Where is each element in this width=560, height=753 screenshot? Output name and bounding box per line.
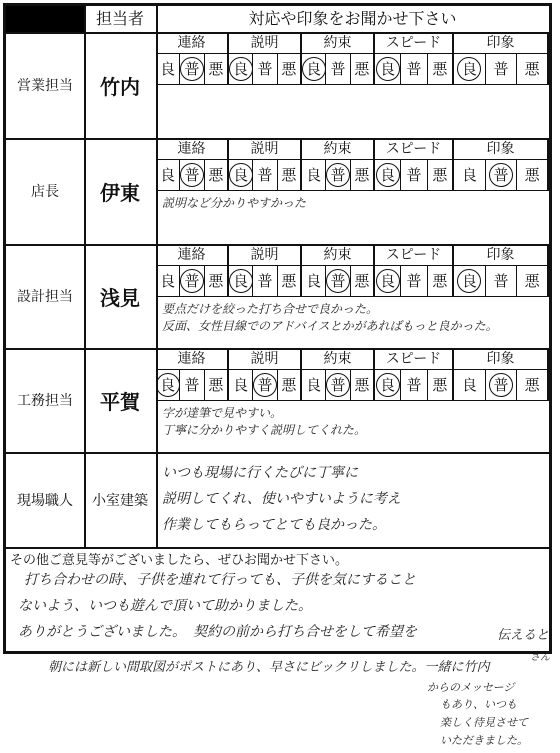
rating-option[interactable]: 良 [302, 370, 326, 400]
rating-grid [156, 244, 549, 297]
rating-option[interactable]: 良 [156, 370, 180, 400]
role-label: 営業担当 [6, 32, 86, 138]
category-label: 連絡 [156, 348, 229, 370]
rating-option[interactable]: 悪 [428, 370, 454, 400]
category-label: 約束 [302, 32, 375, 54]
rating-option[interactable]: 普 [253, 160, 277, 190]
other-line-1: 打ち合わせの時、子供を連れて行っても、子供を気にすること [24, 572, 416, 588]
other-line-6: もあり、いつも [440, 698, 517, 711]
comment-text: 説明など分かりやすかった [162, 196, 307, 210]
person-name: 浅見 [84, 244, 158, 348]
comment-text: いつも現場に行くたびに丁寧に 説明してくれ、使いやすいように考え 作業してもらってとても良かった。 [162, 465, 401, 533]
rating-option[interactable]: 普 [486, 266, 518, 296]
rating-option[interactable]: 悪 [278, 266, 302, 296]
rating-option[interactable]: 良 [229, 370, 253, 400]
rating-option[interactable]: 悪 [517, 266, 549, 296]
rating-option[interactable]: 良 [375, 160, 401, 190]
rating-option[interactable]: 悪 [517, 54, 549, 84]
category-label: 約束 [302, 348, 375, 370]
rating-option[interactable]: 普 [253, 370, 277, 400]
category-label: 説明 [229, 348, 302, 370]
rating-option[interactable]: 良 [302, 54, 326, 84]
other-comments-section [6, 547, 549, 651]
rating-option[interactable]: 普 [180, 54, 204, 84]
rating-option[interactable]: 良 [375, 54, 401, 84]
rating-option[interactable]: 普 [486, 370, 518, 400]
rating-grid [156, 32, 549, 85]
staff-row [6, 244, 549, 350]
rating-option[interactable]: 悪 [428, 54, 454, 84]
category-label: 約束 [302, 138, 375, 160]
rating-option[interactable]: 普 [326, 54, 350, 84]
staff-row [6, 348, 549, 454]
other-line-3-tail: 伝えると [497, 628, 550, 643]
rating-option[interactable]: 良 [156, 54, 180, 84]
staff-row [6, 452, 549, 549]
role-label: 店長 [6, 138, 86, 244]
staff-row [6, 32, 549, 140]
rating-option[interactable]: 悪 [517, 160, 549, 190]
rating-option[interactable]: 悪 [428, 160, 454, 190]
category-label: スピード [375, 244, 454, 266]
staff-row [6, 138, 549, 246]
header-feedback: 対応や印象をお聞かせ下さい [156, 6, 549, 34]
rating-option[interactable]: 普 [326, 160, 350, 190]
role-label: 現場職人 [6, 452, 86, 547]
rating-option[interactable]: 普 [486, 160, 518, 190]
rating-option[interactable]: 良 [302, 160, 326, 190]
rating-option[interactable]: 悪 [428, 266, 454, 296]
category-label: 連絡 [156, 244, 229, 266]
rating-option[interactable]: 良 [229, 160, 253, 190]
rating-option[interactable]: 悪 [205, 160, 229, 190]
rating-option[interactable]: 普 [401, 54, 427, 84]
rating-option[interactable]: 悪 [205, 266, 229, 296]
header-role-cell [6, 6, 86, 34]
role-label: 設計担当 [6, 244, 86, 348]
person-name: 小室建築 [84, 452, 158, 547]
other-comments-title: その他ご意見等がございましたら、ぜひお聞かせ下さい。 [10, 553, 349, 568]
rating-option[interactable]: 悪 [351, 266, 375, 296]
rating-option[interactable]: 良 [229, 54, 253, 84]
rating-grid [156, 138, 549, 191]
rating-option[interactable]: 普 [401, 266, 427, 296]
other-line-5: からのメッセージ [427, 681, 515, 694]
category-label: 印象 [454, 138, 549, 160]
rating-option[interactable]: 良 [302, 266, 326, 296]
rating-grid [156, 348, 549, 401]
rating-option[interactable]: 普 [326, 266, 350, 296]
rating-option[interactable]: 悪 [351, 54, 375, 84]
role-label: 工務担当 [6, 348, 86, 452]
rating-option[interactable]: 悪 [278, 54, 302, 84]
category-label: スピード [375, 138, 454, 160]
person-name: 平賀 [84, 348, 158, 452]
person-name: 伊東 [84, 138, 158, 244]
rating-option[interactable]: 普 [180, 160, 204, 190]
category-label: 印象 [454, 348, 549, 370]
person-name: 竹内 [84, 32, 158, 138]
rating-option[interactable]: 普 [326, 370, 350, 400]
category-label: 約束 [302, 244, 375, 266]
rating-option[interactable]: 悪 [278, 160, 302, 190]
survey-sheet [3, 3, 552, 654]
rating-option[interactable]: 悪 [351, 160, 375, 190]
other-line-2: ないよう、いつも遊んで頂いて助かりました。 [18, 598, 312, 614]
category-label: 連絡 [156, 138, 229, 160]
category-label: 説明 [229, 244, 302, 266]
rating-option[interactable]: 良 [454, 160, 486, 190]
rating-option[interactable]: 良 [229, 266, 253, 296]
rating-option[interactable]: 普 [253, 54, 277, 84]
category-label: スピード [375, 32, 454, 54]
category-label: 連絡 [156, 32, 229, 54]
rating-option[interactable]: 良 [375, 266, 401, 296]
comment-text: 要点だけを絞った打ち合せで良かった。 反面、女性目線でのアドバイスとかがあればもっと良かった。 [162, 302, 498, 333]
rating-option[interactable]: 良 [454, 370, 486, 400]
rating-option[interactable]: 普 [253, 266, 277, 296]
rating-option[interactable]: 良 [156, 160, 180, 190]
other-line-4-tail: さん [530, 652, 550, 663]
rating-option[interactable]: 悪 [351, 370, 375, 400]
category-label: 印象 [454, 32, 549, 54]
rating-option[interactable]: 悪 [278, 370, 302, 400]
rating-option[interactable]: 普 [486, 54, 518, 84]
rating-option[interactable]: 良 [454, 54, 486, 84]
rating-option[interactable]: 悪 [517, 370, 549, 400]
rating-option[interactable]: 良 [454, 266, 486, 296]
rating-option[interactable]: 良 [375, 370, 401, 400]
category-label: 説明 [229, 138, 302, 160]
category-label: 説明 [229, 32, 302, 54]
comment-text: 字が達筆で見やすい。 丁寧に分かりやすく説明してくれた。 [162, 406, 367, 437]
rating-option[interactable]: 悪 [205, 370, 229, 400]
rating-option[interactable]: 普 [180, 370, 204, 400]
header-person: 担当者 [84, 6, 158, 34]
rating-option[interactable]: 良 [156, 266, 180, 296]
rating-option[interactable]: 普 [180, 266, 204, 296]
category-label: 印象 [454, 244, 549, 266]
rating-option[interactable]: 普 [401, 370, 427, 400]
other-line-7: 楽しく待見させて [440, 716, 528, 729]
other-line-3: ありがとうございました。 契約の前から打ち合せをして希望を [18, 624, 417, 640]
rating-option[interactable]: 普 [401, 160, 427, 190]
other-line-4: 朝には新しい間取図がポストにあり、早さにビックリしました。一緒に竹内 [48, 660, 490, 675]
category-label: スピード [375, 348, 454, 370]
rating-option[interactable]: 悪 [205, 54, 229, 84]
other-line-8: いただきました。 [440, 734, 528, 747]
